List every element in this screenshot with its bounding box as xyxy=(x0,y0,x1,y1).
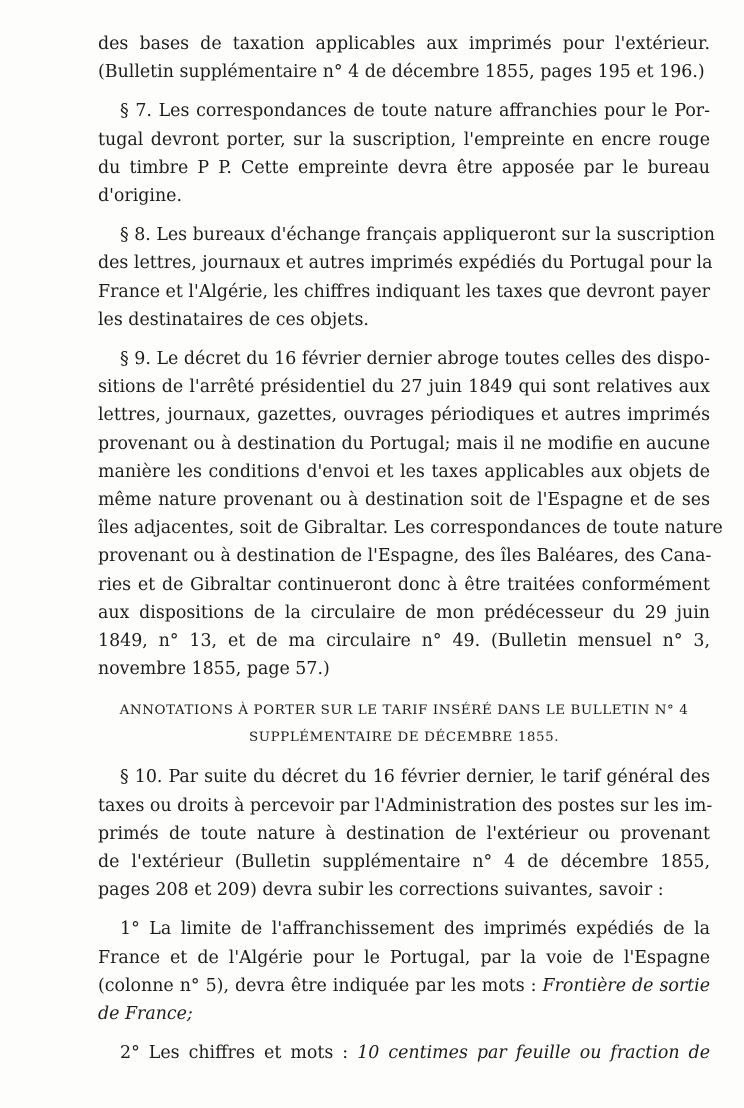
italic-text: de France; xyxy=(98,1004,193,1025)
text-line: novembre 1855, page 57.) xyxy=(98,659,330,680)
text-line: des bases de taxation applicables aux imprimés pour l'extérieur. xyxy=(98,34,710,54)
text-line: provenant ou à destination du Portugal; mais il ne modifie en aucune xyxy=(98,433,710,454)
text-line: de l'extérieur (Bulletin supplémentaire n° 4 de décembre 1855, xyxy=(98,852,710,873)
text-line: lettres, journaux, gazettes, ouvrages périodiques et autres imprimés xyxy=(98,405,710,426)
item-2-paragraph xyxy=(98,1039,710,1067)
text-line: des lettres, journaux et autres imprimés expédiés du Portugal pour la xyxy=(98,253,713,274)
text-line: § 9. Le décret du 16 février dernier abroge toutes celles des dispo- xyxy=(120,349,710,370)
section-7-paragraph xyxy=(98,97,710,210)
section-9-paragraph xyxy=(98,345,723,683)
text-line: 1849, n° 13, et de ma circulaire n° 49. (Bulletin mensuel n° 3, xyxy=(98,631,710,652)
item-1-paragraph xyxy=(98,915,710,1028)
intro-paragraph xyxy=(98,30,710,86)
text-line: France et de l'Algérie pour le Portugal, par la voie de l'Espagne xyxy=(98,947,710,968)
text-line: pages 208 et 209) devra subir les corrections suivantes, savoir : xyxy=(98,880,664,901)
section-10-paragraph xyxy=(98,763,713,904)
text-line: § 7. Les correspondances de toute nature affranchies pour le Por- xyxy=(120,101,710,122)
text-line: même nature provenant ou à destination soit de l'Espagne et de ses xyxy=(98,490,710,511)
text-line xyxy=(98,1039,710,1067)
text-line: les destinataires de ces objets. xyxy=(98,309,369,330)
text-line: France et l'Algérie, les chiffres indiquant les taxes que devront payer xyxy=(98,281,710,302)
text-line: manière les conditions d'envoi et les taxes applicables aux objets de xyxy=(98,461,710,482)
text-segment: 2° Les chiffres et mots : xyxy=(120,1043,349,1064)
text-line: (Bulletin supplémentaire n° 4 de décembre 1855, pages 195 et 196.) xyxy=(98,62,705,83)
text-line: d'origine. xyxy=(98,186,182,207)
text-line: tugal devront porter, sur la suscription, l'empreinte en encre rouge xyxy=(98,129,710,150)
italic-text: 10 centimes par feuille ou fraction de xyxy=(357,1043,710,1064)
section-heading xyxy=(98,697,710,751)
text-line: primés de toute nature à destination de l'extérieur ou provenant xyxy=(98,823,710,844)
heading-line: SUPPLÉMENTAIRE DE DÉCEMBRE 1855. xyxy=(248,730,560,746)
text-line: ries et de Gibraltar continueront donc à être traitées conformément xyxy=(98,574,710,595)
text-line: provenant ou à destination de l'Espagne, des îles Baléares, des Cana- xyxy=(98,546,712,567)
section-8-paragraph xyxy=(98,221,715,334)
text-line: du timbre P P. Cette empreinte devra être apposée par le bureau xyxy=(98,157,710,178)
text-line: § 8. Les bureaux d'échange français appliqueront sur la suscription xyxy=(120,225,715,246)
text-line: aux dispositions de la circulaire de mon prédécesseur du 29 juin xyxy=(98,602,710,623)
heading-line: ANNOTATIONS À PORTER SUR LE TARIF INSÉRÉ DANS LE BULLETIN N° 4 xyxy=(119,703,689,719)
text-line: sitions de l'arrêté présidentiel du 27 juin 1849 qui sont relatives aux xyxy=(98,377,710,398)
text-line: 1° La limite de l'affranchissement des imprimés expédiés de la xyxy=(120,919,710,940)
italic-text: Frontière de sortie xyxy=(542,975,711,996)
document-body xyxy=(98,30,723,1079)
text-line: îles adjacentes, soit de Gibraltar. Les correspondances de toute nature xyxy=(98,518,723,539)
text-line: taxes ou droits à percevoir par l'Administration des postes sur les im- xyxy=(98,795,713,816)
text-segment: (colonne n° 5), devra être indiquée par les mots : xyxy=(98,975,537,996)
text-line: § 10. Par suite du décret du 16 février dernier, le tarif général des xyxy=(120,767,710,788)
text-line xyxy=(98,972,710,1000)
